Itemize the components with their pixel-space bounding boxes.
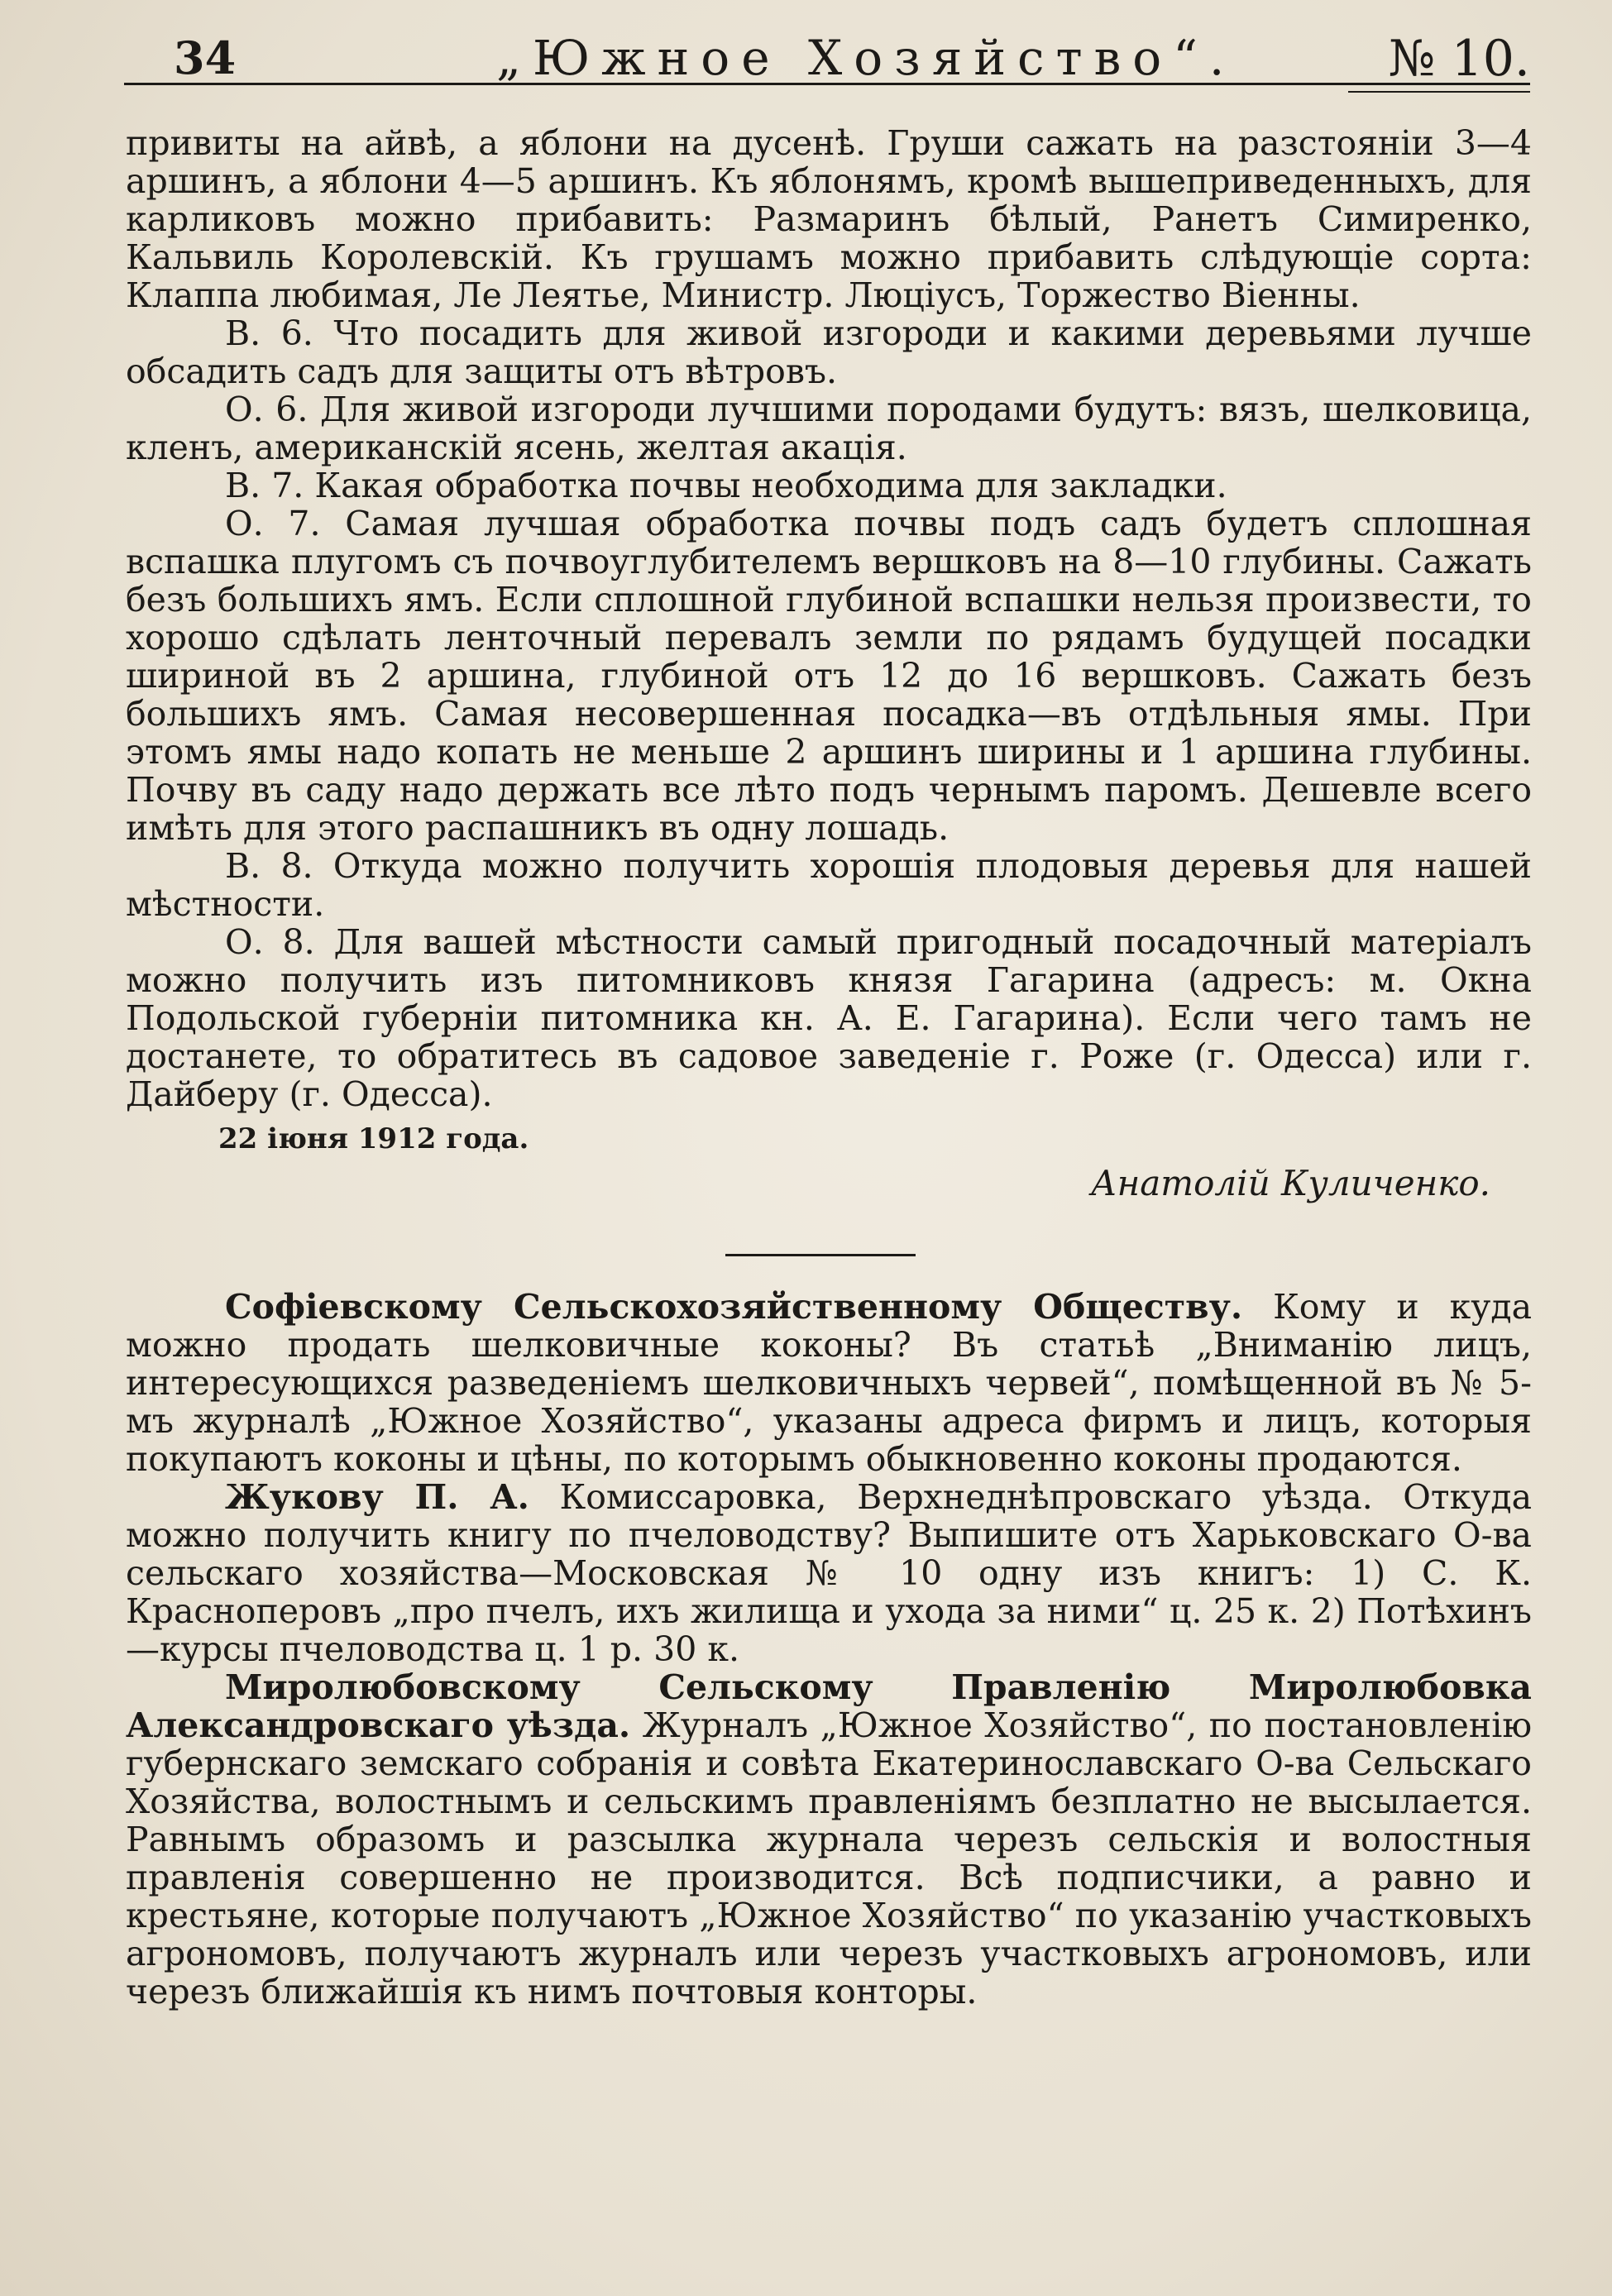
page-number: 34 bbox=[174, 31, 237, 84]
question-6: В. 6. Что посадить для живой изгороди и какими деревьями лучше обсадить садъ для защиты отъ вѣтровъ. bbox=[126, 313, 1532, 391]
header-rule bbox=[124, 83, 1530, 85]
question-8: В. 8. Откуда можно получить хорошія плодовыя деревья для нашей мѣстности. bbox=[126, 846, 1532, 924]
header-rule-short bbox=[1348, 91, 1530, 93]
article-body bbox=[126, 124, 1532, 2011]
reply-zhukov bbox=[126, 1478, 1532, 1668]
reply-sofievskoe bbox=[126, 1288, 1532, 1478]
paragraph-varieties: привиты на айвѣ, а яблони на дусенѣ. Груши сажать на разстояніи 3—4 аршинъ, а яблони 4—5 аршинъ. Къ яблонямъ, кромѣ вышеприведенныхъ, для карликовъ можно прибавить: Размаринъ бѣлый, Ранетъ Симиренко, Кальвиль Королевскій. Къ грушамъ можно прибавить слѣдующіе сорта: Клаппа любимая, Ле Леятье, Министр. Люціусъ, Торжество Віенны. bbox=[126, 123, 1532, 315]
question-7: В. 7. Какая обработка почвы необходима для закладки. bbox=[225, 466, 1227, 505]
section-divider bbox=[725, 1254, 916, 1256]
reply-mirolyubovka bbox=[126, 1668, 1532, 2011]
reply-addressee: Софіевскому Сельскохозяйственному Обществу. bbox=[225, 1287, 1243, 1327]
answer-7: О. 7. Самая лучшая обработка почвы подъ садъ будетъ сплошная вспашка плугомъ съ почвоуглубителемъ вершковъ на 8—10 глубины. Сажать безъ большихъ ямъ. Если сплошной глубиной вспашки нельзя произвести, то хорошо сдѣлать ленточный перевалъ земли по рядамъ будущей посадки шириной въ 2 аршина, глубиной отъ 12 до 16 вершковъ. Сажать безъ большихъ ямъ. Самая несовершенная посадка—въ отдѣльныя ямы. При этомъ ямы надо копать не меньше 2 аршинъ ширины и 1 аршина глубины. Почву въ саду надо держать все лѣто подъ чернымъ паромъ. Дешевле всего имѣть для этого распашникъ въ одну лошадь. bbox=[126, 504, 1532, 848]
answer-6: О. 6. Для живой изгороди лучшими породами будутъ: вязъ, шелковица, кленъ, американскій ясень, желтая акація. bbox=[126, 390, 1532, 467]
reply-text: Кому и куда можно продать шелковичные коконы? Въ статьѣ „Вниманію лицъ, интересующихся разведеніемъ шелковичныхъ червей“, помѣщенной въ № 5-мъ журналѣ „Южное Хозяйство“, указаны адреса фирмъ и лицъ, которыя покупаютъ коконы и цѣны, по которымъ обыкновенно коконы продаются. bbox=[126, 1287, 1533, 1479]
author-signature: Анатолій Куличенко. bbox=[1090, 1163, 1490, 1203]
reply-addressee: Миролюбовскому Сельскому Правленію Миролюбовка Александровскаго уѣзда. bbox=[126, 1667, 1532, 1745]
reply-addressee: Жукову П. А. bbox=[225, 1477, 529, 1517]
page-header bbox=[124, 23, 1530, 89]
article-date: 22 іюня 1912 года. bbox=[218, 1122, 529, 1155]
issue-number: № 10. bbox=[1388, 30, 1530, 88]
journal-title: „Южное Хозяйство“. bbox=[496, 30, 1237, 86]
reply-text: Комиссаровка, Верхнеднѣпровскаго уѣзда. Откуда можно получить книгу по пчеловодству? Выпишите отъ Харьковскаго О-ва сельскаго хозяйства—Московская № 10 одну изъ книгъ: 1) С. К. Красноперовъ „про пчелъ, ихъ жилища и ухода за ними“ ц. 25 к. 2) Потѣхинъ—курсы пчеловодства ц. 1 р. 30 к. bbox=[126, 1477, 1533, 1669]
reply-text: Журналъ „Южное Хозяйство“, по постановленію губернскаго земскаго собранія и совѣта Екатеринославскаго О-ва Сельскаго Хозяйства, волостнымъ и сельскимъ правленіямъ безплатно не высылается. Равнымъ образомъ и разсылка журнала черезъ сельскія и волостныя правленія совершенно не производится. Всѣ подписчики, а равно и крестьяне, которые получаютъ „Южное Хозяйство“ по указанію участковыхъ агрономовъ, получаютъ журналъ или черезъ участковыхъ агрономовъ, или черезъ ближайшія къ нимъ почтовыя конторы. bbox=[126, 1705, 1533, 2011]
answer-8: О. 8. Для вашей мѣстности самый пригодный посадочный матеріалъ можно получить изъ питомниковъ князя Гагарина (адресъ: м. Окна Подольской губерніи питомника кн. А. Е. Гагарина). Если чего тамъ не достанете, то обратитесь въ садовое заведеніе г. Роже (г. Одесса) или г. Дайберу (г. Одесса). bbox=[126, 922, 1532, 1114]
